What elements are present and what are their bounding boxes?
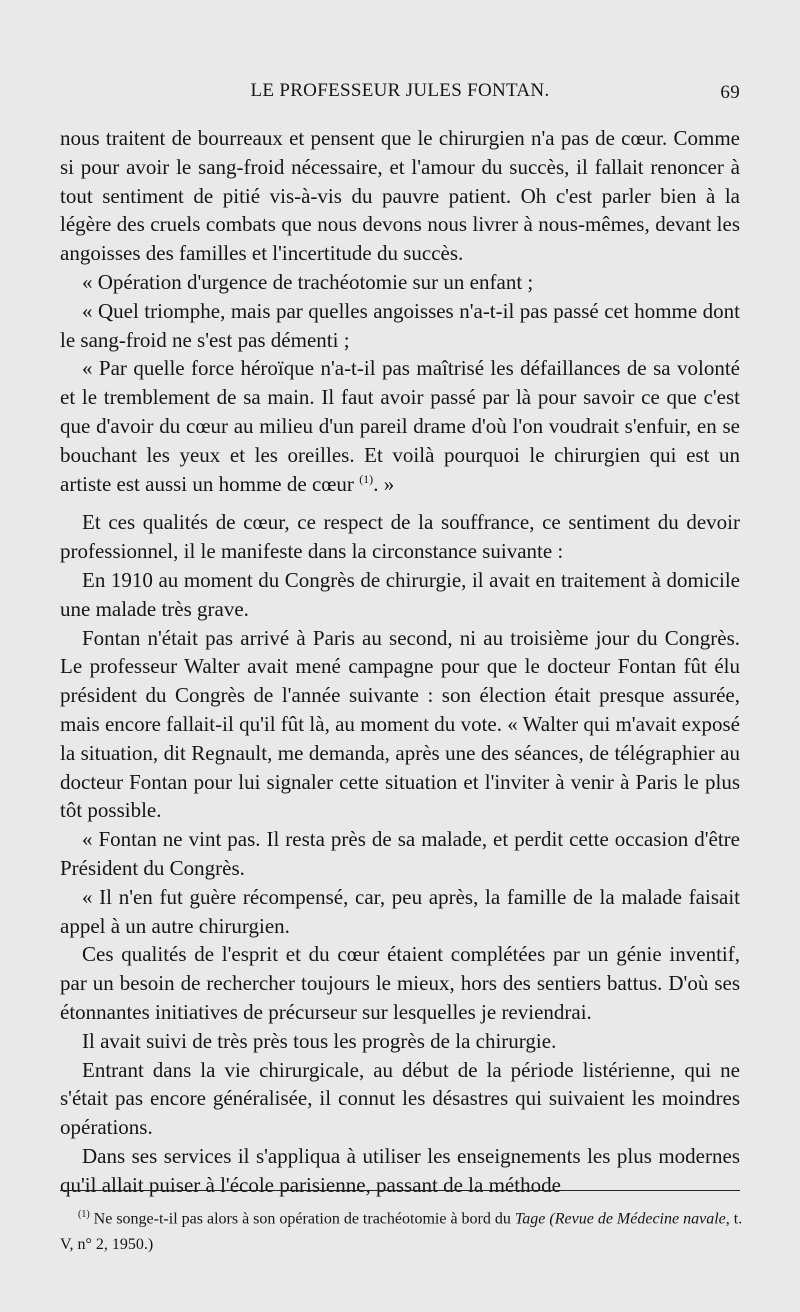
paragraph-9: « Il n'en fut guère récompensé, car, peu après, la famille de la malade faisait appel à un autre chirurgien. [60, 884, 740, 938]
paragraph-8: « Fontan ne vint pas. Il resta près de sa malade, et perdit cette occasion d'être Président du Congrès. [60, 827, 740, 880]
paragraph-3: « Quel triomphe, mais par quelles angoisses n'a-t-il pas passé cet homme dont le sang-froid ne s'est pas démenti ; [60, 298, 740, 352]
footnote-text-after: t. V, n° 2, 1950.) [60, 1210, 743, 1254]
paragraph-6: En 1910 au moment du Congrès de chirurgie, il avait en traitement à domicile une malade très grave. [60, 567, 740, 621]
footnote-text-before: Ne songe-t-il pas alors à son opération de trachéotomie à bord du [93, 1210, 511, 1228]
paragraph-11: Il avait suivi de très près tous les progrès de la chirurgie. [82, 1028, 557, 1053]
paragraph-4-text: « Par quelle force héroïque n'a-t-il pas maîtrisé les défaillances de sa volonté et le tremblement de sa main. Il faut avoir passé par là pour savoir ce que c'est que d'avoir du cœur au milieu d'un pareil drame d'où l'on voudrait s'enfuir, en se bouchant les yeux et les oreilles. Et voilà pourquoi le chirurgien qui est un artiste est aussi un homme de cœur [60, 356, 740, 496]
page-header [60, 80, 740, 110]
footnote-journal: (Revue de Médecine navale, [549, 1210, 730, 1228]
paragraph-2: « Opération d'urgence de trachéotomie sur un enfant ; [82, 269, 534, 294]
paragraph-5: Et ces qualités de cœur, ce respect de la souffrance, ce sentiment du devoir professionnel, il le manifeste dans la circonstance suivante : [60, 510, 740, 564]
running-title: LE PROFESSEUR JULES FONTAN. [250, 80, 550, 101]
footnote-ship-name: Tage [514, 1210, 546, 1228]
footnote-marker: (1) [78, 1209, 90, 1220]
paragraph-10: Ces qualités de l'esprit et du cœur étaient complétées par un génie inventif, par un besoin de rechercher toujours le mieux, hors des sentiers battus. D'où ses étonnantes initiatives de précurseur sur lesquelles je reviendrai. [60, 942, 740, 1024]
footnote-reference: (1) [359, 471, 374, 486]
paragraph-12: Entrant dans la vie chirurgicale, au début de la période listérienne, qui ne s'était pas encore généralisée, il connut les désastres qui suivaient les moindres opérations. [60, 1057, 740, 1140]
paragraph-13: Dans ses services il s'appliqua à utiliser les enseignements les plus modernes qu'il allait puiser à l'école parisienne, passant de la méthode [60, 1143, 740, 1197]
paragraph-7: Fontan n'était pas arrivé à Paris au second, ni au troisième jour du Congrès. Le professeur Walter avait mené campagne pour que le docteur Fontan fût élu président du Congrès de l'année suivante : son élection était presque assurée, mais encore fallait-il qu'il fût là, au moment du vote. « Walter qui m'avait exposé la situation, dit Regnault, me demanda, après une des séances, de télégraphier au docteur Fontan pour lui signaler cette situation et l'inviter à venir à Paris le plus tôt possible. [60, 625, 740, 823]
body-text [60, 124, 740, 1199]
quote-close: . » [373, 471, 395, 496]
footnote-divider [60, 1190, 740, 1191]
paragraph-1: nous traitent de bourreaux et pensent que le chirurgien n'a pas de cœur. Comme si pour avoir le sang-froid nécessaire, et l'amour du succès, il fallait renoncer à tout sentiment de pitié vis-à-vis du pauvre patient. Oh c'est parler bien à la légère des cruels combats que nous devons nous livrer à nous-mêmes, devant les angoisses des familles et l'incertitude du succès. [60, 126, 740, 266]
paragraph-4 [60, 354, 740, 498]
page-number: 69 [720, 82, 740, 103]
footnote [60, 1202, 750, 1258]
